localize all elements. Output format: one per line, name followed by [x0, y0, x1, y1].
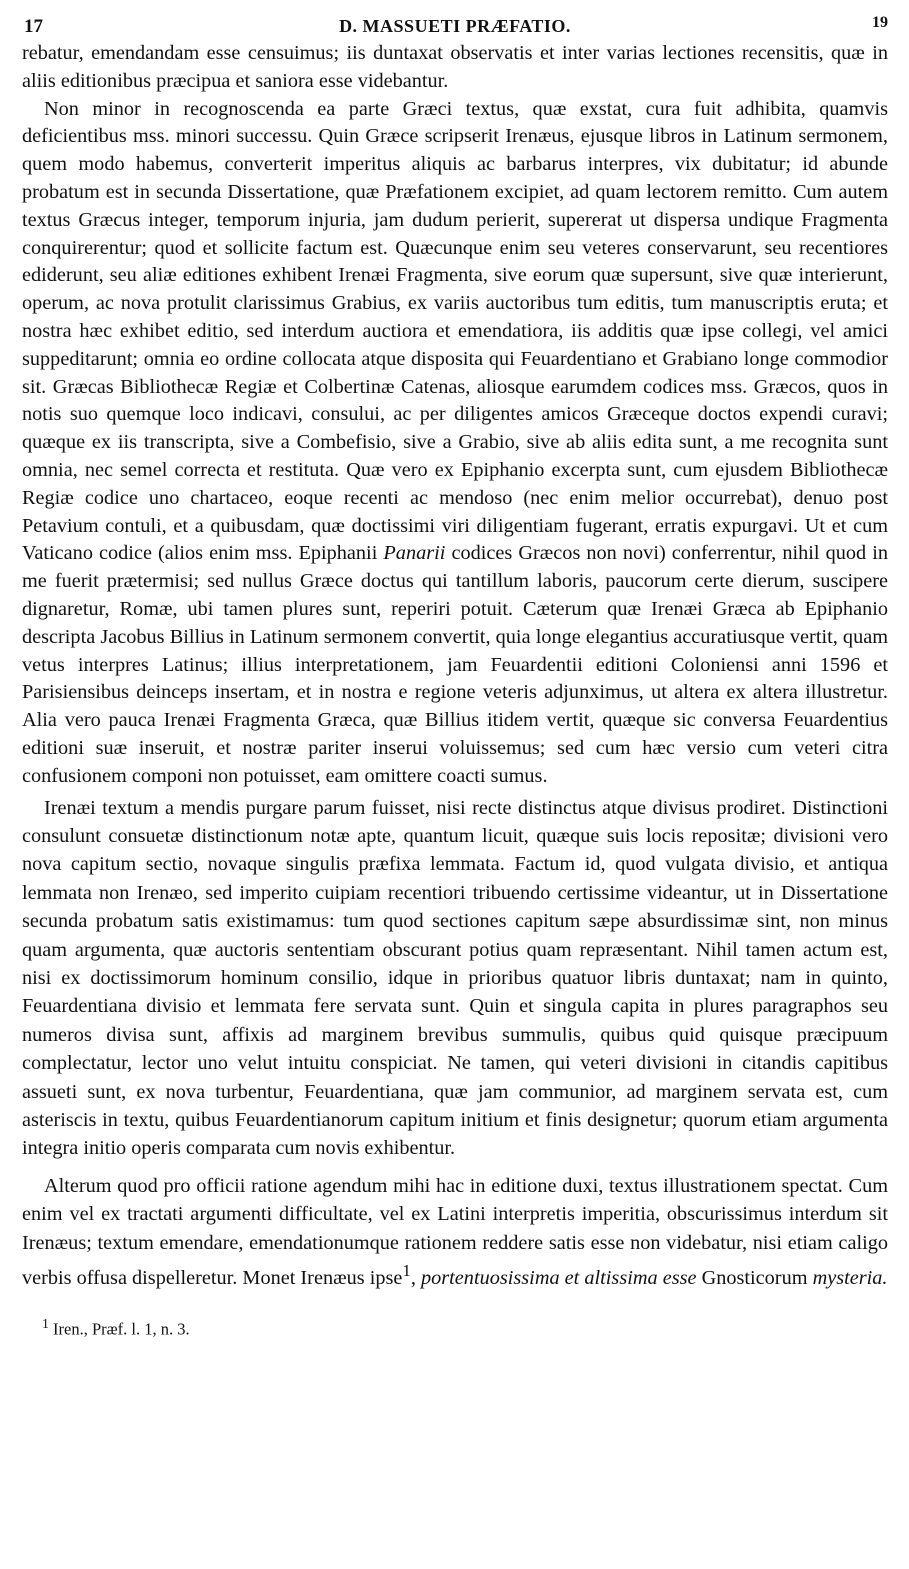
italic-quote: portentuosissima et altissima esse [421, 1266, 697, 1289]
footnote-marker: 1 [42, 1316, 49, 1332]
running-title: D. MASSUETI PRÆFATIO. [339, 16, 571, 36]
paragraph-greek-text [22, 96, 888, 791]
footnote [22, 1314, 888, 1340]
paragraph-text-cont: codices Græcos non novi) conferrentur, nihil quod in me fuerit prætermisi; sed nullus Græce doctus qui tantillum laboris, paucorum certe dierum, suscipere dignaretur, Romæ, ubi tamen plures sunt, reperiri potuit. Cæterum quæ Irenæi Græca ab Epiphanio descripta Jacobus Billius in Latinum sermonem convertit, quia longe elegantius accuratiusque vertit, quam vetus interpres Latinus; illius interpretationem, jam Feuardentii editioni Coloniensi anni 1596 et Parisiensibus deinceps insertam, et in nostra e regione veteris adjunximus, ut altera ex altera illustretur. Alia vero pauca Irenæi Fragmenta Græca, quæ Billius itidem vertit, quæque sic conversa Feuardentius editioni suæ inseruit, et nostræ pariter inserui voluissemus; sed cum hæc versio cum veteri citra confusionem componi non potuisset, eam omittere coacti sumus. [22, 542, 888, 787]
paragraph-text: Alterum quod pro officii ratione agendum mihi hac in editione duxi, textus illustrationem spectat. Cum enim vel ex tractati argumenti difficultate, vel ex Latini interpretis imperitia, obscurissimus interdum sit Irenæus; textum emendare, emendationumque rationem reddere satis esse non videbatur, nisi etiam caligo verbis offusa dispelleretur. Monet Irenæus ipse [22, 1174, 888, 1289]
page-number-right: 19 [872, 14, 888, 31]
italic-quote-end: mysteria. [812, 1266, 888, 1289]
paragraph-punct: , [410, 1266, 416, 1289]
italic-term: Panarii [383, 542, 446, 565]
footnote-text: Iren., Præf. l. 1, n. 3. [53, 1319, 190, 1339]
paragraph-illustration [22, 1172, 888, 1292]
footnote-ref: 1 [402, 1261, 411, 1281]
page [22, 14, 888, 1340]
paragraph-division [22, 794, 888, 1163]
running-header [22, 14, 888, 40]
paragraph-text: Irenæi textum a mendis purgare parum fuisset, nisi recte distinctus atque divisus prodiret. Distinctioni consulunt consuetæ distinctionum notæ apte, quantum licuit, quæque suis locis repositæ; divisioni vero nova capitum sectio, novaque singulis præfixa lemmata. Factum id, quod vulgata divisio, et antiqua lemmata non Irenæo, sed imperito cuipiam recentiori tribuendo certissime videantur, ut in Dissertatione secunda probatum satis existimamus: tum quod sectiones capitum sæpe absurdissimæ sint, non minus quam argumenta, quæ auctoris sententiam obscurant potius quam repræsentant. Nihil tamen actum est, nisi ex doctissimorum hominum consilio, idque in prioribus quatuor libris duntaxat; nam in quinto, Feuardentiana divisio et lemmata fere servata sunt. Quin et singula capita in plures paragraphos seu numeros divisa sunt, affixis ad marginem brevibus summulis, quibus quid quisque præcipuum complectatur, lector uno velut intuitu conspiciat. Ne tamen, qui veteri divisioni in citandis capitibus assueti sunt, ex nova turbentur, Feuardentiana, quæ jam communior, ad marginem servata est, cum asteriscis in textu, quibus Feuardentianorum capitum initium et finis designetur; quorum etiam argumenta integra initio operis comparata cum novis exhibentur. [22, 796, 888, 1160]
paragraph-continued [22, 40, 888, 96]
paragraph-text: rebatur, emendandam esse censuimus; iis duntaxat observatis et inter varias lectiones recensitis, quæ in aliis editionibus præcipua et saniora esse videbantur. [22, 42, 888, 92]
paragraph-text-cont: Gnosticorum [701, 1266, 808, 1289]
paragraph-text: Non minor in recognoscenda ea parte Græci textus, quæ exstat, cura fuit adhibita, quamvis deficientibus mss. minori successu. Quin Græce scripserit Irenæus, ejusque libros in Latinum sermonem, quem modo habemus, converterit imperitus aliquis ac barbarus interpres, vix dubitatur; id abunde probatum est in secunda Dissertatione, quæ Præfationem excipiet, ad quam lectorem remitto. Cum autem textus Græcus integer, temporum injuria, jam dudum perierit, supererat ut dispersa undique Fragmenta conquirerentur; quod et sollicite factum est. Quæcunque enim seu veteres conservarunt, seu recentiores ediderunt, seu aliæ editiones exhibent Irenæi Fragmenta, sive eorum quæ supersunt, sive quæ interierunt, operum, ac nova protulit clarissimus Grabius, ex variis auctoribus tum editis, tum manuscriptis eruta; et nostra hæc exhibet editio, sed interdum auctiora et emendatiora, iis additis quæ ipse collegi, vel amici suppeditarunt; omnia eo ordine collocata atque disposita qui Feuardentiano et Grabiano longe commodior sit. Græcas Bibliothecæ Regiæ et Colbertinæ Catenas, aliosque earumdem codices mss. Græcos, quos in notis suo quemque loco indicavi, consului, ac per diligentes amicos Græceque doctos expendi curavi; quæque ex iis transcripta, sive a Combefisio, sive a Grabio, sive ab aliis edita sunt, a me recognita sunt omnia, nec semel correcta et restituta. Quæ vero ex Epiphanio excerpta sunt, cum ejusdem Bibliothecæ Regiæ codice uno chartaceo, eoque recenti ac mendoso (nec enim melior occurrebat), denuo post Petavium contuli, et a quibusdam, quæ doctissimi viri diligentiam fugerant, erratis expurgavi. Ut et cum Vaticano codice (alios enim mss. Epiphanii [22, 97, 888, 565]
page-number-left: 17 [24, 16, 43, 37]
body-text [22, 40, 888, 1292]
